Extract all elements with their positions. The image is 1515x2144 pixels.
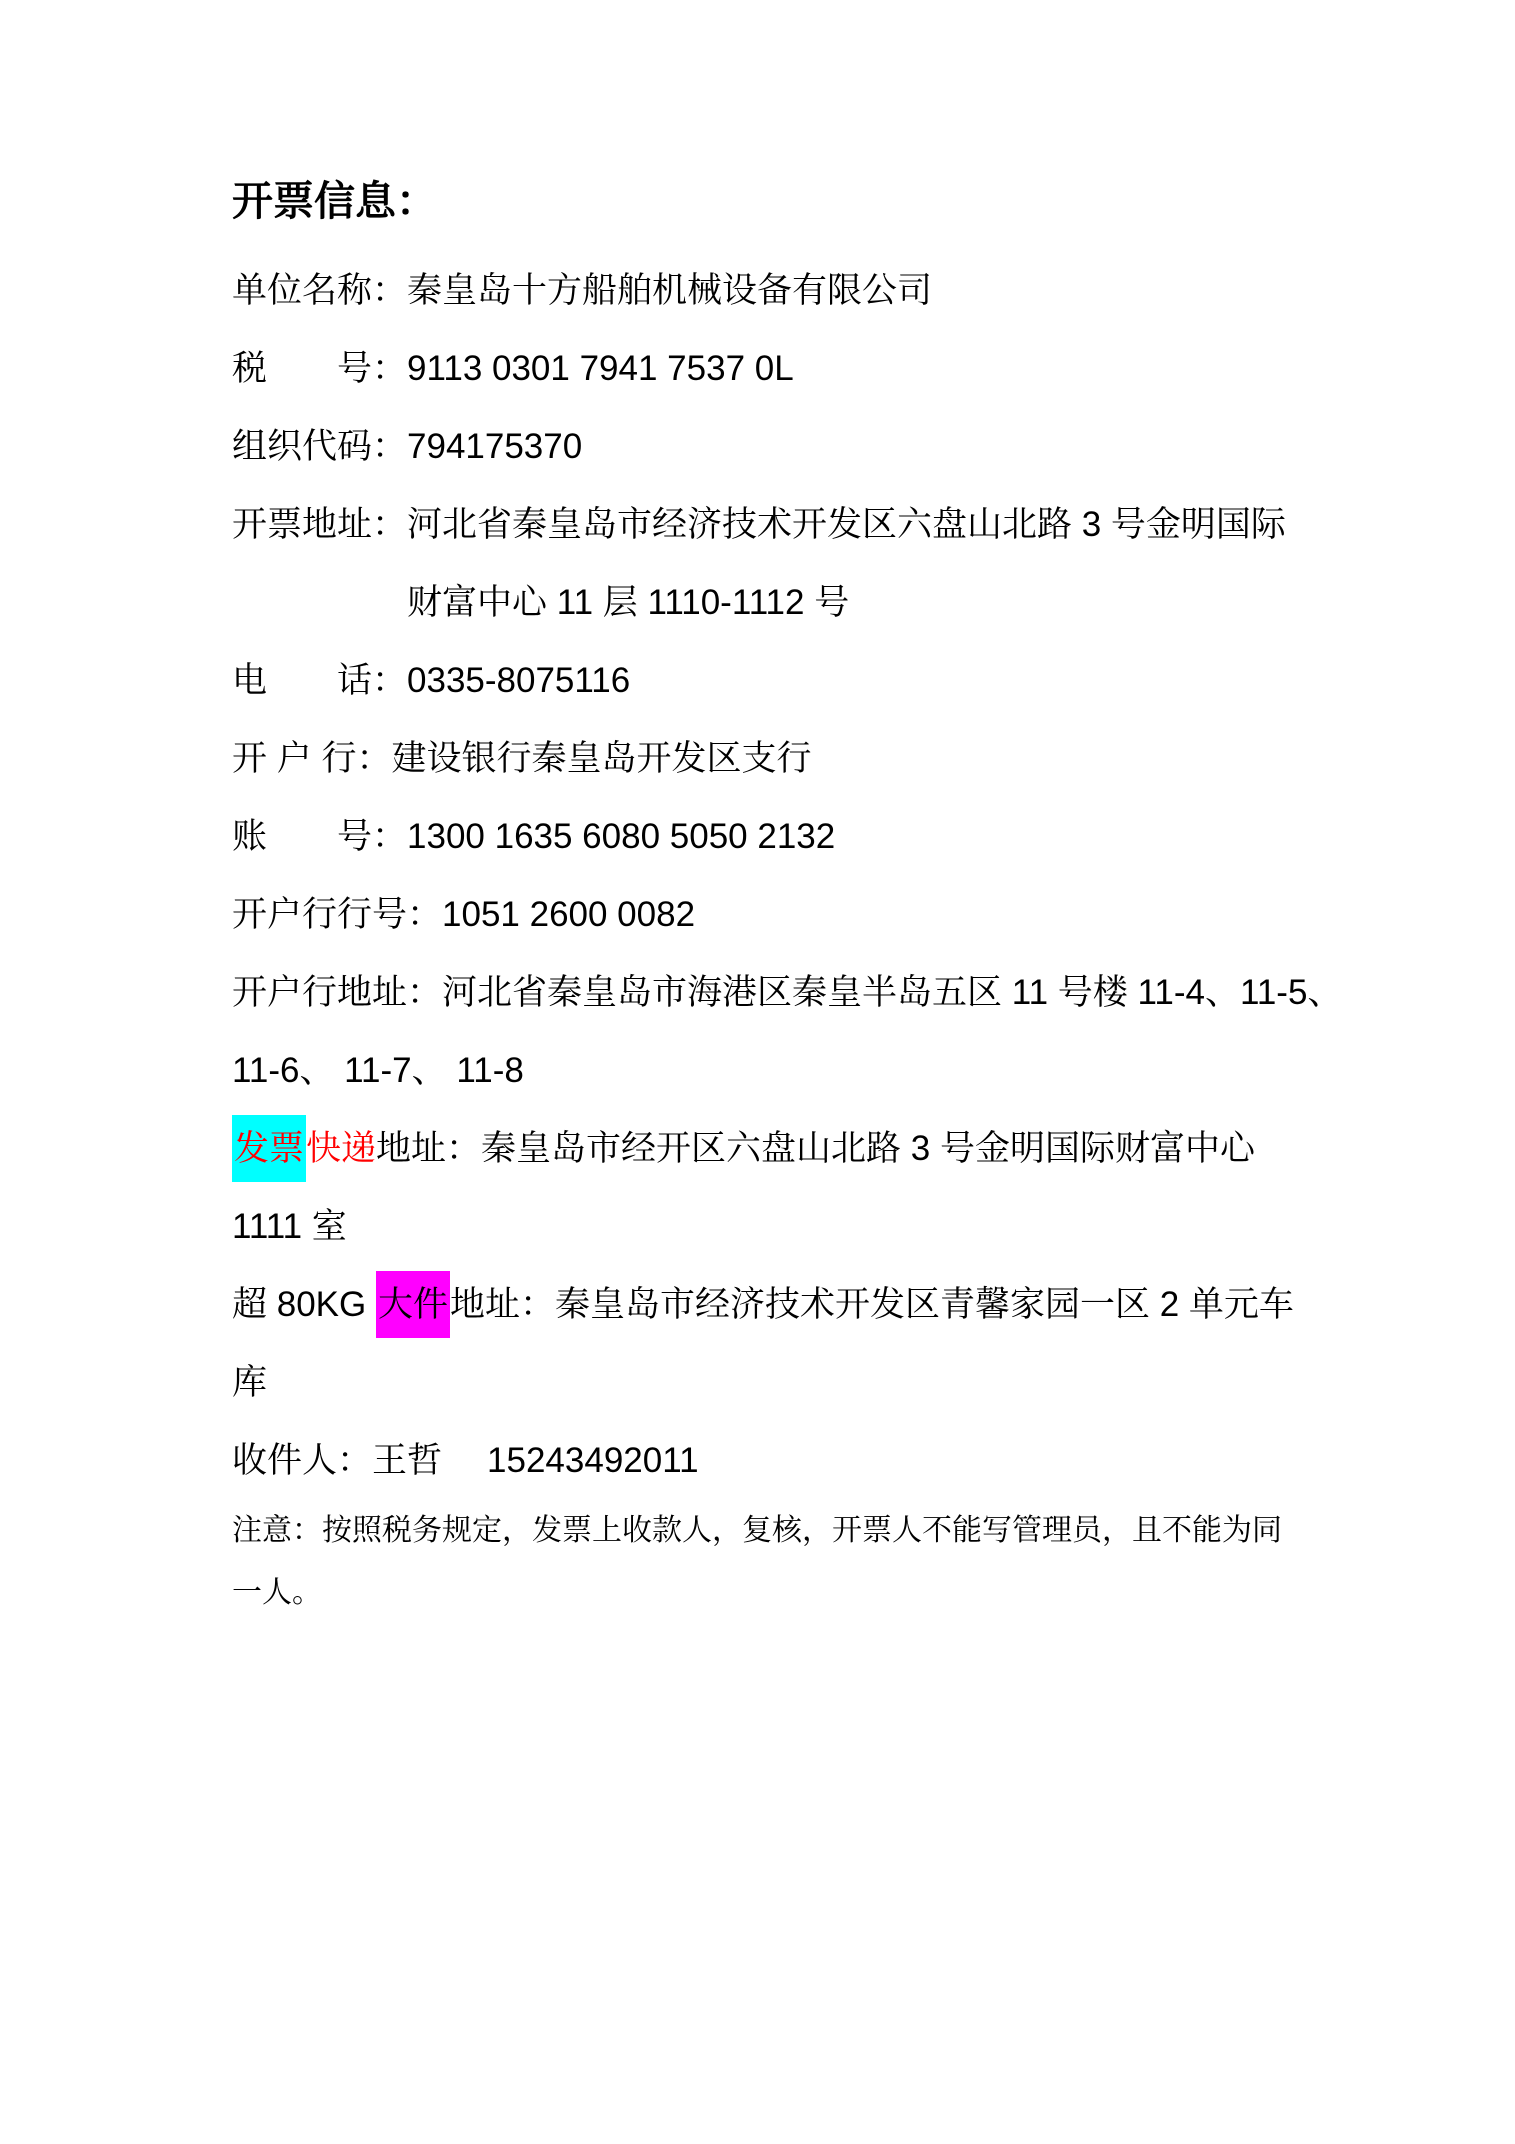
bank-branch-number-label: 开户行行号： [232, 895, 443, 934]
bank-address-row [232, 954, 1343, 1032]
express-highlight-cyan: 发票 [232, 1115, 306, 1182]
account-number-value: 1300 1635 6080 5050 2132 [407, 817, 836, 856]
express-red-text: 快递 [306, 1129, 377, 1168]
bulky-address-line2: 库 [232, 1363, 268, 1402]
invoice-address-row-2 [232, 564, 1295, 642]
bulky-address-row [232, 1266, 1295, 1344]
note-line1: 注意：按照税务规定，发票上收款人，复核，开票人不能写管理员，且不能为同 [232, 1514, 1282, 1547]
recipient-name: 王哲 [372, 1441, 443, 1480]
bulky-prefix: 超 80KG [232, 1285, 376, 1324]
bank-value: 建设银行秦皇岛开发区支行 [391, 739, 812, 778]
recipient-row [232, 1422, 1295, 1500]
org-code-label: 组织代码： [232, 427, 408, 466]
bulky-address-line1: 秦皇岛市经济技术开发区青馨家园一区 2 单元车 [554, 1285, 1294, 1324]
bulky-address-row-2 [232, 1344, 1295, 1422]
bulky-address-label: 地址： [449, 1285, 555, 1324]
account-number-label: 账 号： [232, 817, 408, 856]
bank-address-label: 开户行地址： [232, 973, 443, 1012]
phone-row [232, 642, 1295, 720]
bank-branch-number-row [232, 876, 1295, 954]
phone-label: 电 话： [232, 661, 408, 700]
bulky-highlight-magenta: 大件 [376, 1271, 450, 1338]
invoice-address-line1: 河北省秦皇岛市经济技术开发区六盘山北路 3 号金明国际 [407, 505, 1286, 544]
org-code-row [232, 408, 1295, 486]
org-code-value: 794175370 [407, 427, 583, 466]
express-address-row [232, 1110, 1295, 1188]
invoice-address-line2: 财富中心 11 层 1110-1112 号 [407, 583, 850, 622]
note-row-2 [232, 1562, 1295, 1624]
invoice-address-label: 开票地址： [232, 505, 408, 544]
company-name-label: 单位名称： [232, 271, 408, 310]
bank-branch-number-value: 1051 2600 0082 [442, 895, 696, 934]
express-address-line2: 1111 室 [232, 1207, 347, 1246]
express-address-row-2 [232, 1188, 1295, 1266]
tax-number-label: 税 号： [232, 349, 408, 388]
note-line2: 一人。 [232, 1576, 322, 1609]
express-address-label: 地址： [376, 1129, 482, 1168]
phone-value: 0335-8075116 [407, 661, 631, 700]
invoice-address-row [232, 486, 1295, 564]
tax-number-row [232, 330, 1295, 408]
bank-address-line2: 11-6、 11-7、 11-8 [232, 1051, 524, 1090]
tax-number-value: 9113 0301 7941 7537 0L [407, 349, 794, 388]
recipient-phone: 15243492011 [487, 1441, 699, 1480]
bank-row [232, 720, 1295, 798]
express-address-line1: 秦皇岛市经开区六盘山北路 3 号金明国际财富中心 [481, 1129, 1255, 1168]
note-row-1 [232, 1500, 1295, 1562]
recipient-label: 收件人： [232, 1441, 373, 1480]
bank-address-line1: 河北省秦皇岛市海港区秦皇半岛五区 11 号楼 11-4、11-5、 [442, 973, 1343, 1012]
bank-address-row-2 [232, 1032, 1295, 1110]
company-name-value: 秦皇岛十方船舶机械设备有限公司 [407, 271, 933, 310]
bank-label: 开 户 行： [232, 739, 392, 778]
account-number-row [232, 798, 1295, 876]
company-name-row [232, 252, 1295, 330]
page-title: 开票信息： [232, 178, 437, 224]
